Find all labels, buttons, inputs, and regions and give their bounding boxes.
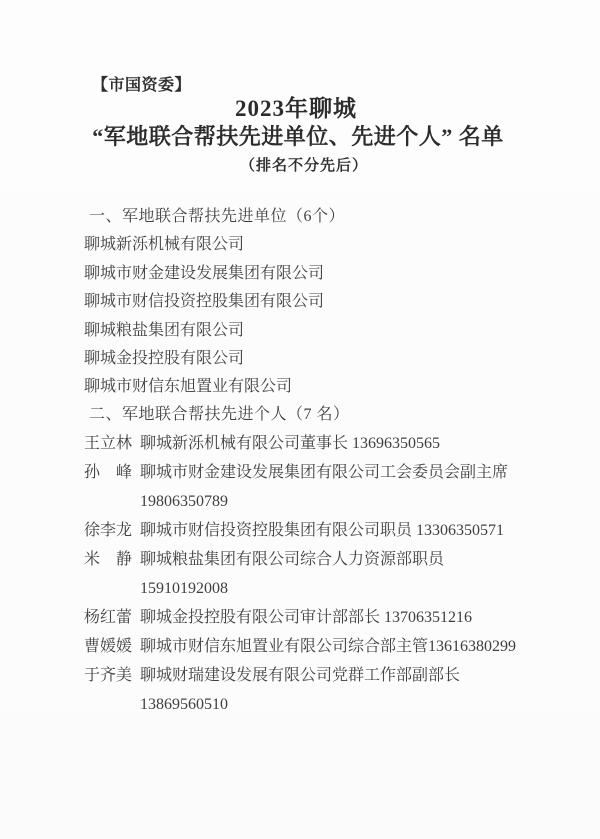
section-2-heading: 二、军地联合帮扶先进个人（7 名） bbox=[89, 406, 350, 423]
person-name: 徐李龙 bbox=[84, 522, 133, 539]
person-position: 聊城新泺机械有限公司董事长 13696350565 bbox=[140, 435, 441, 452]
company-item: 聊城市财信东旭置业有限公司 bbox=[84, 378, 293, 396]
person-row bbox=[84, 603, 516, 632]
person-name: 孙 峰 bbox=[84, 464, 133, 481]
person-row bbox=[84, 661, 516, 690]
person-row bbox=[84, 516, 516, 545]
person-row bbox=[84, 632, 516, 661]
person-row bbox=[84, 458, 516, 487]
person-row bbox=[84, 429, 516, 458]
person-position: 聊城财瑞建设发展有限公司党群工作部副部长 bbox=[140, 667, 461, 684]
person-name: 杨红蕾 bbox=[84, 609, 133, 626]
person-name: 王立林 bbox=[84, 435, 133, 452]
company-item: 聊城粮盐集团有限公司 bbox=[84, 321, 245, 339]
person-name: 米 静 bbox=[84, 551, 133, 568]
company-item: 聊城市财金建设发展集团有限公司 bbox=[84, 264, 325, 282]
person-position: 聊城市财信投资控股集团有限公司职员 13306350571 bbox=[140, 522, 505, 539]
agency-tag: 【市国资委】 bbox=[92, 77, 192, 94]
section-1-heading: 一、军地联合帮扶先进单位（6个） bbox=[89, 208, 346, 225]
document-title-line2: “军地联合帮扶先进单位、先进个人” 名单 bbox=[92, 124, 504, 149]
document-title-line1: 2023年聊城 bbox=[235, 96, 357, 121]
person-name: 于齐美 bbox=[84, 667, 133, 684]
company-item: 聊城新泺机械有限公司 bbox=[84, 236, 245, 254]
person-phone-row: 19806350789 bbox=[140, 493, 228, 510]
person-row bbox=[84, 545, 516, 574]
company-item: 聊城市财信投资控股集团有限公司 bbox=[84, 293, 325, 311]
company-item: 聊城金投控股有限公司 bbox=[84, 349, 245, 367]
document-subtitle: （排名不分先后） bbox=[239, 158, 368, 174]
person-position: 聊城粮盐集团有限公司综合人力资源部职员 bbox=[140, 551, 445, 568]
person-position: 聊城市财信东旭置业有限公司综合部主管13616380299 bbox=[140, 638, 517, 655]
person-position: 聊城市财金建设发展集团有限公司工会委员会副主席 bbox=[140, 464, 509, 481]
person-phone-row: 15910192008 bbox=[140, 580, 228, 597]
person-name: 曹媛媛 bbox=[84, 638, 133, 655]
section-advanced-individuals bbox=[84, 400, 516, 719]
person-position: 聊城金投控股有限公司审计部部长 13706351216 bbox=[140, 609, 473, 626]
section-advanced-units bbox=[84, 203, 345, 402]
person-phone-row: 13869560510 bbox=[140, 696, 228, 713]
